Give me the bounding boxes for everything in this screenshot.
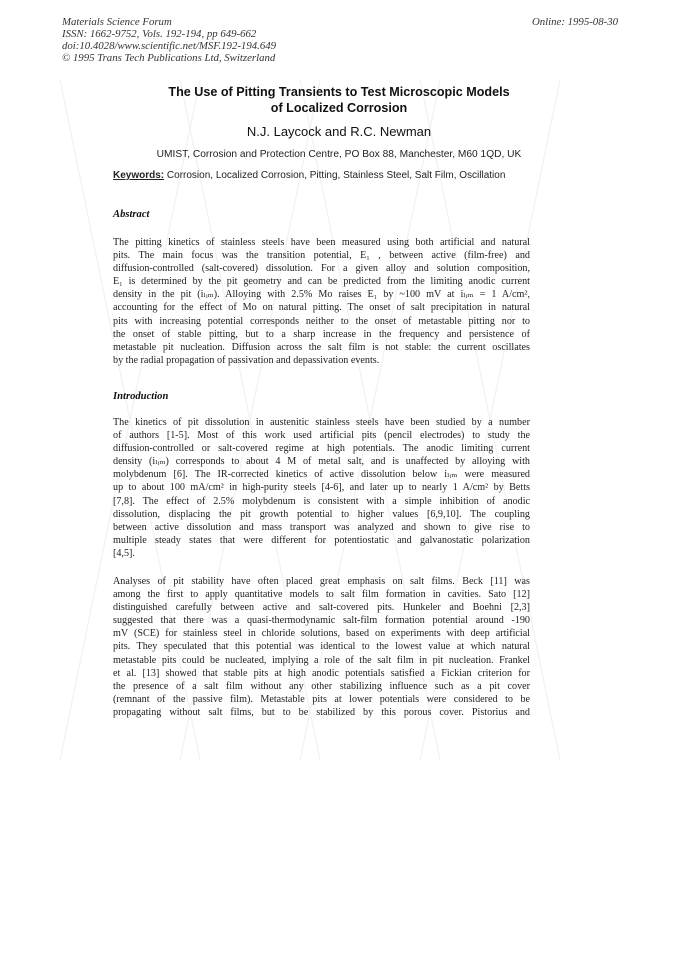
- introduction-paragraph-1: [113, 416, 530, 560]
- text-line: the presence of a salt film without any other stabilizing influence such as a pit cover: [113, 680, 530, 692]
- text-line: suggested that there was a quasi-thermodynamic salt-film formation potential around -190: [113, 615, 530, 627]
- text-line: the onset of stable pitting, but to a sharp increase in the frequency and persistence of: [113, 328, 530, 340]
- paper-title: [100, 84, 578, 116]
- text-line: among the first to apply quantitative models to salt film formation in cavities. Sato [12]: [113, 589, 530, 601]
- journal-name: Materials Science Forum: [62, 16, 172, 28]
- title-line-1: The Use of Pitting Transients to Test Microscopic Models: [168, 85, 510, 99]
- text-line: mV (SCE) for stainless steel in chloride solutions, based on experiments with deep artificial: [113, 628, 530, 640]
- text-line: molybdenum [6]. The IR-corrected kinetics of active dissolution below iₗᵢₘ were measured: [113, 469, 530, 481]
- keywords-text: Corrosion, Localized Corrosion, Pitting, Stainless Steel, Salt Film, Oscillation: [166, 170, 506, 181]
- text-line: [4,5].: [113, 547, 135, 559]
- text-line: accounting for the effect of Mo on natural pitting. The onset of salt precipitation in natural: [113, 302, 530, 314]
- authors: N.J. Laycock and R.C. Newman: [246, 124, 432, 139]
- text-line: E₁ is determined by the pit geometry and can be predicted from the limiting anodic current: [113, 276, 530, 288]
- text-line: diffusion-controlled (salt-covered) dissolution. For a given alloy and solution composition,: [113, 263, 530, 275]
- text-line: by the radial propagation of passivation and depassivation events.: [113, 354, 380, 366]
- publication-header: [62, 16, 618, 64]
- keywords-label: Keywords:: [113, 170, 165, 181]
- text-line: dissolution, displacing the pit growth potential to higher values [6,9,10]. The coupling: [113, 508, 530, 520]
- text-line: distinguished carefully between active and salt-covered pits. Hunkeler and Boehni [2,3]: [113, 602, 530, 614]
- text-line: (remnant of the passive film). Metastable pits at lower potentials were considered to be: [113, 693, 530, 705]
- text-line: et al. [13] showed that stable pits at high anodic potentials satisfied a Fickian criterion for: [113, 667, 530, 679]
- keywords-line: [113, 170, 543, 181]
- text-line: pits. They speculated that this potential was identical to the lowest value at which natural: [113, 641, 530, 653]
- text-line: metastable pits could be nucleated, implying a role of the salt film in pit nucleation. Frankel: [113, 654, 530, 666]
- copyright-line: © 1995 Trans Tech Publications Ltd, Switzerland: [62, 52, 276, 64]
- text-line: pits with increasing potential corresponds neither to the onset of metastable pitting nor to: [113, 315, 530, 327]
- text-line: The kinetics of pit dissolution in austenitic stainless steels have been studied by a number: [113, 417, 530, 428]
- text-line: The pitting kinetics of stainless steels have been measured using both artificial and natural: [113, 237, 530, 248]
- online-date: Online: 1995-08-30: [531, 16, 618, 28]
- text-line: propagating without salt films, but to be stabilized by this porous cover. Pistorius and: [113, 706, 530, 718]
- text-line: [7,8]. The effect of 2.5% molybdenum is consistent with a simple inhibition of anodic: [113, 495, 530, 507]
- text-line: up to about 100 mA/cm² in high-purity steels [4-6], and later up to nearly 1 A/cm² by Betts: [113, 482, 530, 494]
- introduction-heading: Introduction: [113, 391, 169, 402]
- title-line-2: of Localized Corrosion: [270, 101, 408, 115]
- abstract-heading: Abstract: [113, 209, 150, 220]
- text-line: density (iₗᵢₘ) corresponds to about 4 M of metal salt, and is unaffected by alloying with: [113, 456, 530, 468]
- text-line: pits. The main focus was the transition potential, E₁ , between active (film-free) and: [113, 250, 530, 262]
- text-line: Analyses of pit stability have often placed great emphasis on salt films. Beck [11] was: [113, 576, 530, 587]
- issn-line: ISSN: 1662-9752, Vols. 192-194, pp 649-662: [62, 28, 257, 40]
- text-line: multiple steady states that were different for potentiostatic and galvanostatic polarization: [113, 534, 530, 546]
- abstract-paragraph: [113, 236, 530, 367]
- affiliation: UMIST, Corrosion and Protection Centre, PO Box 88, Manchester, M60 1QD, UK: [156, 149, 522, 160]
- doi-line: doi:10.4028/www.scientific.net/MSF.192-194.649: [62, 40, 277, 52]
- text-line: diffusion-controlled or salt-covered regime at high potentials. The anodic limiting current: [113, 443, 530, 455]
- text-line: of authors [1-5]. Most of this work used artificial pits (pencil electrodes) to study the: [113, 430, 530, 442]
- text-line: between active dissolution and mass transport was analyzed and shown to give rise to: [113, 521, 530, 533]
- introduction-paragraph-2: [113, 575, 530, 719]
- text-line: metastable pit nucleation. Diffusion across the salt film is not stable: the current oscillates: [113, 341, 530, 353]
- text-line: density in the pit (iₗᵢₘ). Alloying with 2.5% Mo raises E₁ by ~100 mV at iₗᵢₘ = 1 A/cm²,: [113, 289, 530, 301]
